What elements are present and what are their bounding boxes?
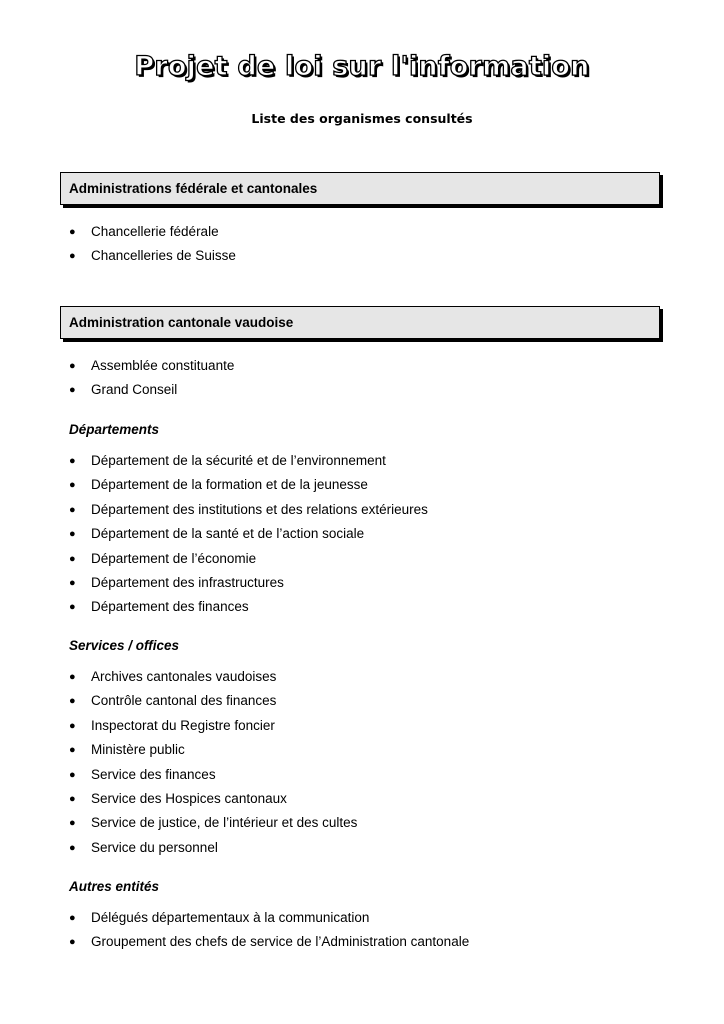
bullet-icon: ● (69, 384, 76, 397)
bullet-icon: ● (69, 841, 76, 854)
bullet-icon: ● (69, 576, 76, 589)
bullet-icon: ● (69, 744, 76, 757)
list-item: ● Archives cantonales vaudoises (0, 665, 357, 689)
list-item: ● Grand Conseil (0, 378, 234, 402)
bullet-icon: ● (69, 936, 76, 949)
group-heading-autres: Autres entités (69, 879, 160, 894)
list-item: ● Chancellerie fédérale (0, 220, 236, 244)
vaud-list (0, 354, 234, 403)
bullet-icon: ● (69, 817, 76, 830)
section-header-vaud (60, 306, 660, 339)
federal-list (0, 220, 236, 269)
section-header-federal (60, 172, 660, 205)
autres-list (0, 906, 469, 955)
list-item: ● Chancelleries de Suisse (0, 244, 236, 268)
departements-list (0, 449, 428, 620)
section-heading: Administration cantonale vaudoise (69, 315, 294, 330)
list-item: ● Ministère public (0, 738, 357, 762)
group-heading-departements: Départements (69, 422, 160, 437)
list-item: ● Assemblée constituante (0, 354, 234, 378)
list-item: ● Département de la santé et de l’action sociale (0, 522, 428, 546)
list-item: ● Délégués départementaux à la communication (0, 906, 469, 930)
bullet-icon: ● (69, 503, 76, 516)
bullet-icon: ● (69, 601, 76, 614)
services-list (0, 665, 357, 860)
list-item: ● Département de la formation et de la jeunesse (0, 473, 428, 497)
list-item: ● Contrôle cantonal des finances (0, 689, 357, 713)
bullet-icon: ● (69, 552, 76, 565)
list-item: ● Département des institutions et des relations extérieures (0, 498, 428, 522)
list-item: ● Département des infrastructures (0, 571, 428, 595)
bullet-icon: ● (69, 226, 76, 238)
bullet-icon: ● (69, 792, 76, 805)
list-item: ● Service des finances (0, 763, 357, 787)
bullet-icon: ● (69, 768, 76, 781)
list-item: ● Inspectorat du Registre foncier (0, 714, 357, 738)
bullet-icon: ● (69, 671, 76, 683)
bullet-icon: ● (69, 250, 76, 263)
bullet-icon: ● (69, 528, 76, 541)
page-title: Projet de loi sur l'information (134, 51, 590, 82)
list-item: ● Département des finances (0, 595, 428, 619)
document-subtitle: Liste des organismes consultés (251, 111, 473, 126)
bullet-icon: ● (69, 455, 76, 467)
bullet-icon: ● (69, 695, 76, 708)
list-item: ● Département de l’économie (0, 547, 428, 571)
list-item: ● Service de justice, de l’intérieur et des cultes (0, 811, 357, 835)
bullet-icon: ● (69, 912, 76, 924)
list-item: ● Service du personnel (0, 836, 357, 860)
bullet-icon: ● (69, 479, 76, 492)
bullet-icon: ● (69, 719, 76, 732)
list-item: ● Département de la sécurité et de l’environnement (0, 449, 428, 473)
bullet-icon: ● (69, 360, 76, 372)
group-heading-services: Services / offices (69, 638, 180, 653)
list-item: ● Service des Hospices cantonaux (0, 787, 357, 811)
list-item: ● Groupement des chefs de service de l’Administration cantonale (0, 930, 469, 954)
section-heading: Administrations fédérale et cantonales (69, 181, 318, 196)
